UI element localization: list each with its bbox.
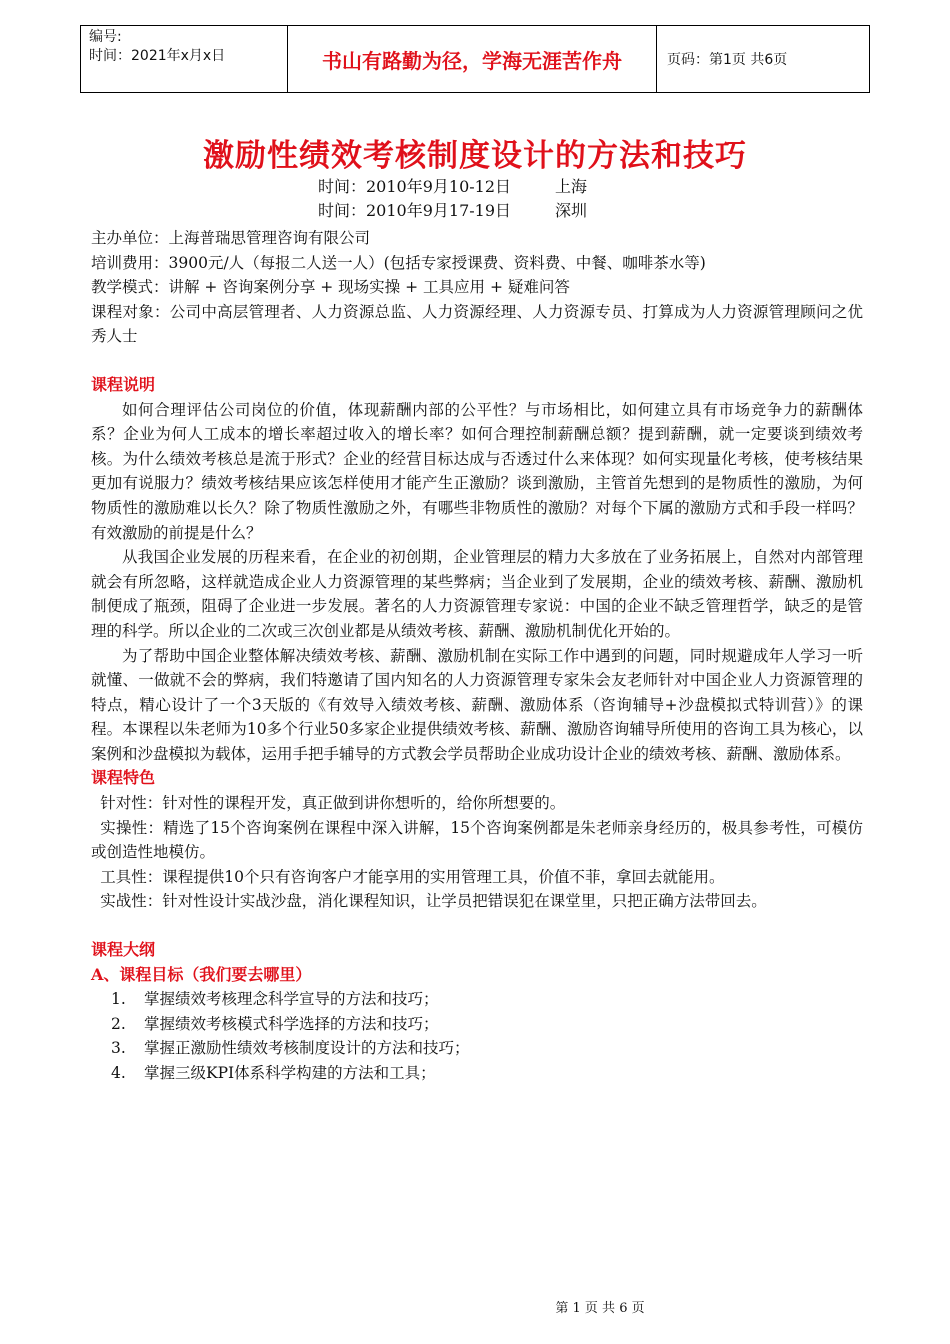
paragraph: 为了帮助中国企业整体解决绩效考核、薪酬、激励机制在实际工作中遇到的问题，同时规避成年人学习一听就懂、一做就不会的弊病，我们特邀请了国内知名的人力资源管理专家朱会友老师针对中国企业人力资源管理的特点，精心设计了一个3天版的《有效导入绩效考核、薪酬、激励体系（咨询辅导+沙盘模拟式特训营）》的课程。本课程以朱老师为10多个行业50多家企业提供绩效考核、薪酬、激励咨询辅导所使用的咨询工具为核心，以案例和沙盘模拟为载体，运用手把手辅导的方式教会学员帮助企业成功设计企业的绩效考核、薪酬、激励体系。: [91, 646, 863, 763]
page-footer: 第 1 页 共 6 页: [555, 1301, 645, 1316]
feature-item: 针对性：针对性的课程开发，真正做到讲你想听的，给你所想要的。: [100, 794, 566, 813]
schedule-place: 深圳: [555, 201, 588, 220]
feature-item: 实操性：精选了15个咨询案例在课程中深入讲解，15个咨询案例都是朱老师亲身经历的，极具参考性，可模仿或创造性地模仿。: [91, 818, 863, 862]
section-heading: 课程特色: [91, 768, 156, 788]
section-heading: 课程大纲: [91, 940, 156, 960]
item-number: 1.: [111, 990, 126, 1009]
section-description: [91, 373, 863, 767]
item-number: 3.: [111, 1039, 126, 1058]
schedule-time: 时间：2010年9月10-12日: [318, 177, 512, 196]
page-header: [80, 25, 870, 93]
header-motto: 书山有路勤为径，学海无涯苦作舟: [288, 26, 657, 93]
objective-list: [91, 987, 863, 1085]
schedule-row-2: [318, 200, 587, 222]
paragraph: 如何合理评估公司岗位的价值，体现薪酬内部的公平性？与市场相比，如何建立具有市场竞争力的薪酬体系？企业为何人工成本的增长率超过收入的增长率？如何合理控制薪酬总额？提到薪酬，就一定要谈到绩效考核。为什么绩效考核总是流于形式？企业的经营目标达成与否透过什么来体现？如何实现量化考核，使考核结果更加有说服力？绩效考核结果应该怎样使用才能产生正激励？谈到激励，主管首先想到的是物质性的激励，为何物质性的激励难以长久？除了物质性激励之外，有哪些非物质性的激励？对每个下属的激励方式和手段一样吗？有效激励的前提是什么？: [91, 400, 863, 542]
document-title: 激励性绩效考核制度设计的方法和技巧: [203, 138, 747, 174]
list-item: [91, 1012, 863, 1037]
header-page-label: 页码：第1页 共6页: [657, 26, 870, 93]
outline-section-a: A、课程目标（我们要去哪里）: [91, 964, 312, 984]
training-fee: 培训费用：3900元/人（每报二人送一人）(包括专家授课费、资料费、中餐、咖啡茶水等): [91, 253, 706, 272]
item-text: 掌握绩效考核模式科学选择的方法和技巧；: [144, 1014, 439, 1033]
item-text: 掌握绩效考核理念科学宣导的方法和技巧；: [144, 990, 439, 1009]
section-outline: [91, 938, 863, 1086]
course-meta: [91, 226, 863, 349]
list-item: [91, 1061, 863, 1086]
document-body: [91, 226, 863, 1086]
feature-item: 工具性：课程提供10个只有咨询客户才能享用的实用管理工具，价值不菲，拿回去就能用。: [100, 867, 725, 886]
paragraph: 从我国企业发展的历程来看，在企业的初创期，企业管理层的精力大多放在了业务拓展上，自然对内部管理就会有所忽略，这样就造成企业人力资源管理的某些弊病；当企业到了发展期，企业的绩效考核、薪酬、激励机制便成了瓶颈，阻碍了企业进一步发展。著名的人力资源管理专家说：中国的企业不缺乏管理哲学，缺乏的是管理的科学。所以企业的二次或三次创业都是从绩效考核、薪酬、激励机制优化开始的。: [91, 548, 863, 640]
schedule-time: 时间：2010年9月17-19日: [318, 201, 512, 220]
organizer: 主办单位：上海普瑞思管理咨询有限公司: [91, 229, 371, 247]
item-number: 4.: [111, 1064, 126, 1082]
schedule-row-1: [318, 176, 587, 198]
course-audience: 课程对象：公司中高层管理者、人力资源总监、人力资源经理、人力资源专员、打算成为人力资源管理顾问之优秀人士: [91, 302, 863, 346]
feature-item: 实战性：针对性设计实战沙盘，消化课程知识，让学员把错误犯在课堂里，只把正确方法带回去。: [100, 892, 767, 911]
schedule-place: 上海: [555, 177, 588, 196]
item-text: 掌握正激励性绩效考核制度设计的方法和技巧；: [144, 1039, 470, 1058]
header-info: [81, 26, 288, 93]
time-label: 时间：2021年x月x日: [89, 48, 226, 64]
section-heading: 课程说明: [91, 374, 156, 394]
teaching-mode: 教学模式：讲解 + 咨询案例分享 + 现场实操 + 工具应用 + 疑难问答: [91, 278, 570, 297]
number-label: 编号:: [89, 29, 122, 45]
section-features: [91, 766, 863, 914]
item-number: 2.: [111, 1014, 126, 1033]
list-item: [91, 987, 863, 1012]
list-item: [91, 1036, 863, 1061]
item-text: 掌握三级KPI体系科学构建的方法和工具；: [144, 1064, 436, 1082]
